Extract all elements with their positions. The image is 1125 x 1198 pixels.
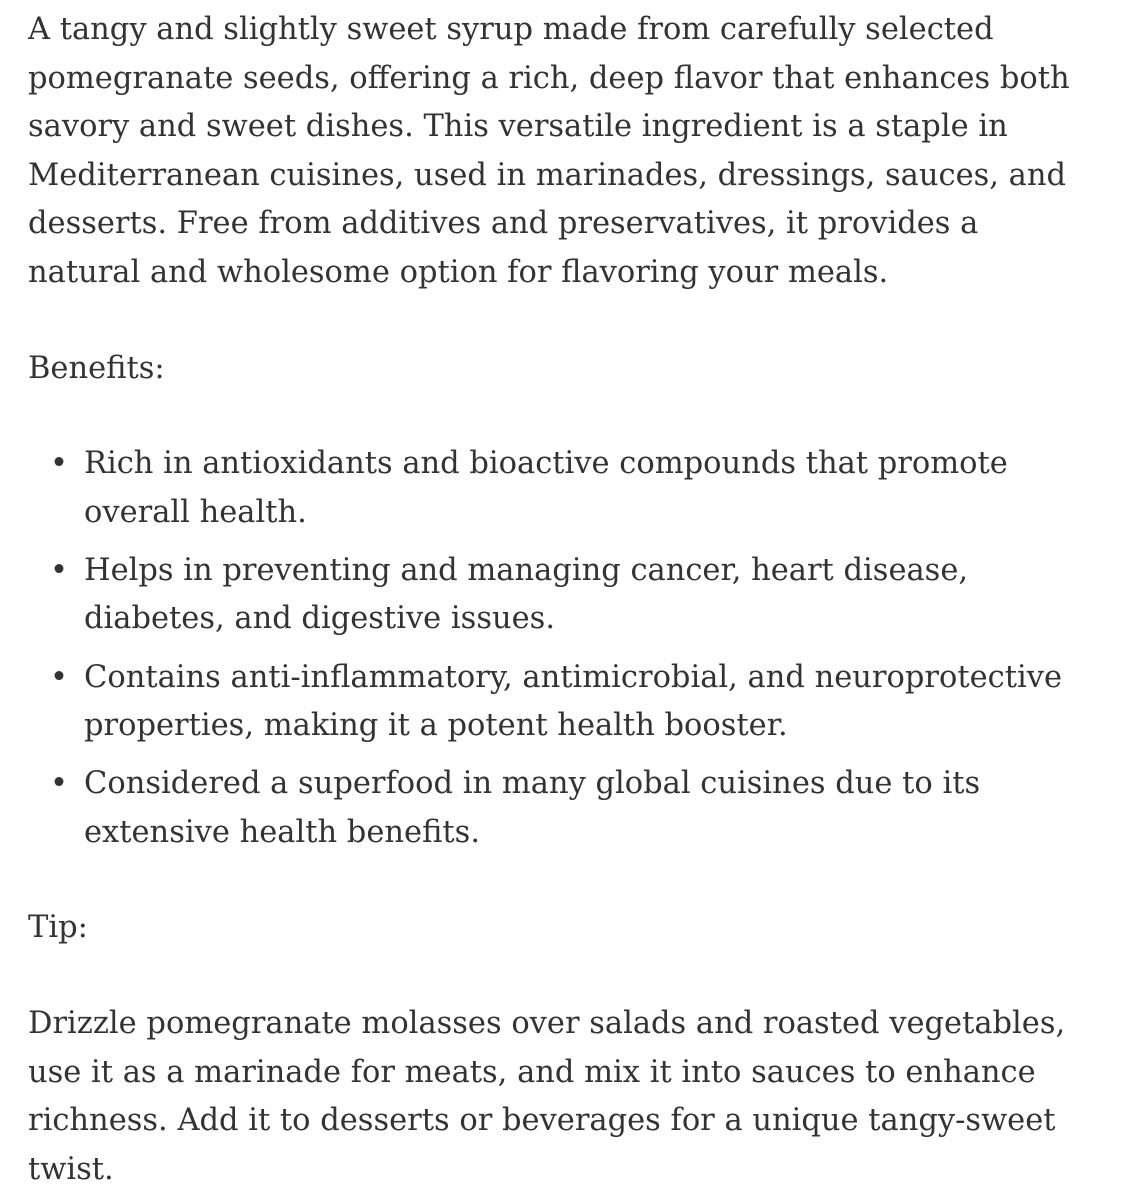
benefits-list [28, 440, 1098, 857]
bullet-icon: • [50, 552, 68, 588]
bullet-icon: • [50, 446, 68, 482]
list-item [50, 547, 1098, 644]
bullet-icon: • [50, 659, 68, 695]
tip-heading: Tip: [28, 910, 88, 946]
list-item [50, 440, 1098, 537]
intro-paragraph: A tangy and slightly sweet syrup made from carefully selected pomegranate seeds, offering a rich, deep flavor that enhances both savory and sweet dishes. This versatile ingredient is a staple in Mediterranean cuisines, used in marinades, dressings, sauces, and desserts. Free from additives and preservatives, it provides a natural and wholesome option for flavoring your meals. [28, 12, 1070, 290]
tip-paragraph: Drizzle pomegranate molasses over salads and roasted vegetables, use it as a marinade for meats, and mix it into sauces to enhance richness. Add it to desserts or beverages for a unique tangy-sweet twist. [28, 1006, 1066, 1187]
benefit-text: Considered a superfood in many global cuisines due to its extensive health benefits. [84, 766, 981, 850]
benefit-text: Rich in antioxidants and bioactive compounds that promote overall health. [84, 446, 1008, 530]
benefits-heading: Benefits: [28, 350, 165, 386]
bullet-icon: • [50, 766, 68, 802]
list-item [50, 654, 1098, 751]
product-description [28, 6, 1098, 1194]
list-item [50, 760, 1098, 857]
benefit-text: Contains anti-inflammatory, antimicrobial, and neuroprotective properties, making it a potent health booster. [84, 659, 1063, 744]
benefit-text: Helps in preventing and managing cancer, heart disease, diabetes, and digestive issues. [84, 552, 969, 637]
